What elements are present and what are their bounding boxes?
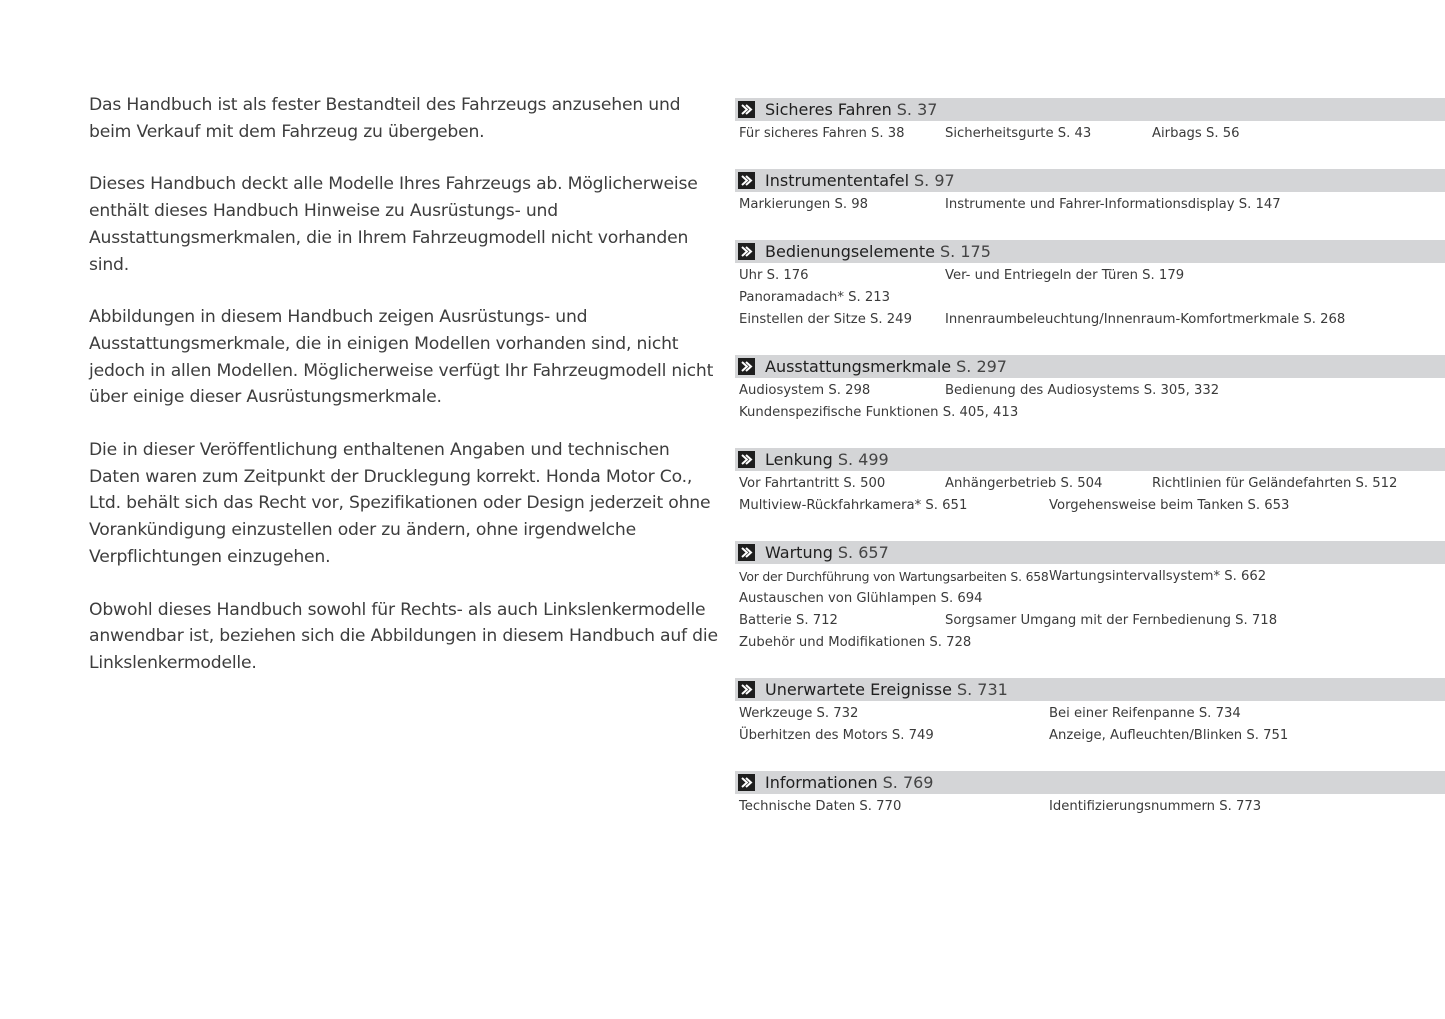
toc-section-sicheres-fahren [735, 98, 1445, 145]
toc-row [735, 588, 1445, 610]
toc-entry[interactable]: Anzeige, Aufleuchten/Blinken S. 751 [1049, 728, 1289, 743]
toc-section-header[interactable] [735, 98, 1445, 121]
toc-row [735, 287, 1445, 309]
toc-entry[interactable]: Vorgehensweise beim Tanken S. 653 [1049, 498, 1290, 513]
toc-row [735, 265, 1445, 287]
toc-entry[interactable]: Bedienung des Audiosystems S. 305, 332 [945, 383, 1220, 398]
arrow-right-icon [738, 358, 755, 375]
toc-section-instrumententafel [735, 169, 1445, 216]
table-of-contents [735, 98, 1445, 842]
toc-entry[interactable]: Vor Fahrtantritt S. 500 [739, 476, 886, 491]
arrow-right-icon [738, 243, 755, 260]
section-title[interactable]: Instrumententafel [765, 171, 910, 190]
toc-row [735, 632, 1445, 654]
arrow-right-icon [738, 172, 755, 189]
toc-entry[interactable]: Multiview-Rückfahrkamera* S. 651 [739, 498, 968, 513]
section-title[interactable]: Lenkung [765, 450, 833, 469]
arrow-right-icon [738, 681, 755, 698]
toc-entry[interactable]: Markierungen S. 98 [739, 197, 869, 212]
toc-row [735, 380, 1445, 402]
toc-row [735, 473, 1445, 495]
toc-row [735, 566, 1445, 588]
toc-entry[interactable]: Kundenspezifische Funktionen S. 405, 413 [739, 405, 1019, 420]
section-page[interactable]: S. 97 [914, 171, 955, 190]
intro-paragraph-1: Das Handbuch ist als fester Bestandteil des Fahrzeugs anzusehen und beim Verkauf mit dem Fahrzeug zu übergeben. [89, 95, 681, 142]
section-page[interactable]: S. 297 [956, 357, 1007, 376]
toc-entry[interactable]: Zubehör und Modifikationen S. 728 [739, 635, 972, 650]
toc-section-ausstattungsmerkmale [735, 355, 1445, 424]
toc-entry[interactable]: Innenraumbeleuchtung/Innenraum-Komfortmerkmale S. 268 [945, 312, 1346, 327]
section-title[interactable]: Wartung [765, 543, 833, 562]
toc-row [735, 725, 1445, 747]
intro-paragraph-2: Dieses Handbuch deckt alle Modelle Ihres Fahrzeugs ab. Möglicherweise enthält dieses Handbuch Hinweise zu Ausrüstungs- und Ausstattungsmerkmalen, die in Ihrem Fahrzeugmodell nicht vorhanden sind. [89, 174, 698, 275]
toc-row [735, 796, 1445, 818]
toc-section-header[interactable] [735, 355, 1445, 378]
toc-section-header[interactable] [735, 771, 1445, 794]
section-title[interactable]: Bedienungselemente [765, 242, 935, 261]
toc-entry[interactable]: Bei einer Reifenpanne S. 734 [1049, 706, 1241, 721]
section-page[interactable]: S. 499 [837, 450, 889, 469]
section-page[interactable]: S. 769 [882, 773, 934, 792]
section-title[interactable]: Sicheres Fahren [765, 100, 892, 119]
toc-entry[interactable]: Überhitzen des Motors S. 749 [739, 728, 934, 743]
toc-entry[interactable]: Uhr S. 176 [739, 268, 809, 283]
arrow-right-icon [738, 774, 755, 791]
toc-entry[interactable]: Technische Daten S. 770 [739, 799, 902, 814]
toc-entry[interactable]: Ver- und Entriegeln der Türen S. 179 [945, 268, 1185, 283]
toc-entry[interactable]: Vor der Durchführung von Wartungsarbeiten S. 658 [739, 569, 1049, 584]
toc-entry[interactable]: Einstellen der Sitze S. 249 [739, 312, 912, 327]
toc-entry[interactable]: Panoramadach* S. 213 [739, 290, 891, 305]
toc-row [735, 495, 1445, 517]
toc-row [735, 309, 1445, 331]
toc-entry[interactable]: Wartungsintervallsystem* S. 662 [1049, 569, 1267, 584]
toc-entry[interactable]: Batterie S. 712 [739, 613, 838, 628]
toc-entry[interactable]: Für sicheres Fahren S. 38 [739, 126, 905, 141]
toc-entry[interactable]: Richtlinien für Geländefahrten S. 512 [1152, 476, 1398, 491]
toc-entry[interactable]: Austauschen von Glühlampen S. 694 [739, 591, 983, 606]
toc-section-header[interactable] [735, 678, 1445, 701]
arrow-right-icon [738, 451, 755, 468]
section-page[interactable]: S. 657 [837, 543, 889, 562]
section-title[interactable]: Ausstattungsmerkmale [765, 357, 952, 376]
intro-text [89, 92, 719, 703]
toc-row [735, 402, 1445, 424]
section-page[interactable]: S. 731 [956, 680, 1008, 699]
toc-section-header[interactable] [735, 541, 1445, 564]
toc-entry[interactable]: Sorgsamer Umgang mit der Fernbedienung S. 718 [945, 613, 1278, 628]
arrow-right-icon [738, 101, 755, 118]
toc-entry[interactable]: Instrumente und Fahrer-Informationsdisplay S. 147 [945, 197, 1281, 212]
toc-entry[interactable]: Identifizierungsnummern S. 773 [1049, 799, 1262, 814]
toc-entry[interactable]: Werkzeuge S. 732 [739, 706, 859, 721]
toc-row [735, 703, 1445, 725]
arrow-right-icon [738, 544, 755, 561]
toc-section-wartung [735, 541, 1445, 654]
section-page[interactable]: S. 175 [940, 242, 991, 261]
toc-entry[interactable]: Audiosystem S. 298 [739, 383, 871, 398]
intro-paragraph-3: Abbildungen in diesem Handbuch zeigen Ausrüstungs- und Ausstattungsmerkmale, die in einigen Modellen vorhanden sind, nicht jedoch in allen Modellen. Möglicherweise verfügt Ihr Fahrzeugmodell nicht über einige dieser Ausrüstungsmerkmale. [89, 307, 714, 408]
section-page[interactable]: S. 37 [896, 100, 938, 119]
toc-entry[interactable]: Sicherheitsgurte S. 43 [945, 126, 1092, 141]
toc-section-header[interactable] [735, 240, 1445, 263]
toc-row [735, 194, 1445, 216]
section-title[interactable]: Unerwartete Ereignisse [765, 680, 952, 699]
toc-section-bedienungselemente [735, 240, 1445, 331]
intro-paragraph-5: Obwohl dieses Handbuch sowohl für Rechts- als auch Linkslenkermodelle anwendbar ist, beziehen sich die Abbildungen in diesem Handbuch auf die Linkslenkermodelle. [89, 599, 718, 673]
toc-section-informationen [735, 771, 1445, 818]
toc-entry[interactable]: Airbags S. 56 [1152, 126, 1240, 141]
intro-paragraph-4: Die in dieser Veröffentlichung enthaltenen Angaben und technischen Daten waren zum Zeitpunkt der Drucklegung korrekt. Honda Motor Co., Ltd. behält sich das Recht vor, Spezifikationen oder Design jederzeit ohne Vorankündigung einzustellen oder zu ändern, ohne irgendwelche Verpflichtungen einzugehen. [89, 440, 711, 567]
toc-section-header[interactable] [735, 448, 1445, 471]
toc-row [735, 123, 1445, 145]
toc-row [735, 610, 1445, 632]
section-title[interactable]: Informationen [765, 773, 878, 792]
toc-section-lenkung [735, 448, 1445, 517]
toc-section-header[interactable] [735, 169, 1445, 192]
toc-entry[interactable]: Anhängerbetrieb S. 504 [945, 476, 1103, 491]
toc-section-unerwartete-ereignisse [735, 678, 1445, 747]
